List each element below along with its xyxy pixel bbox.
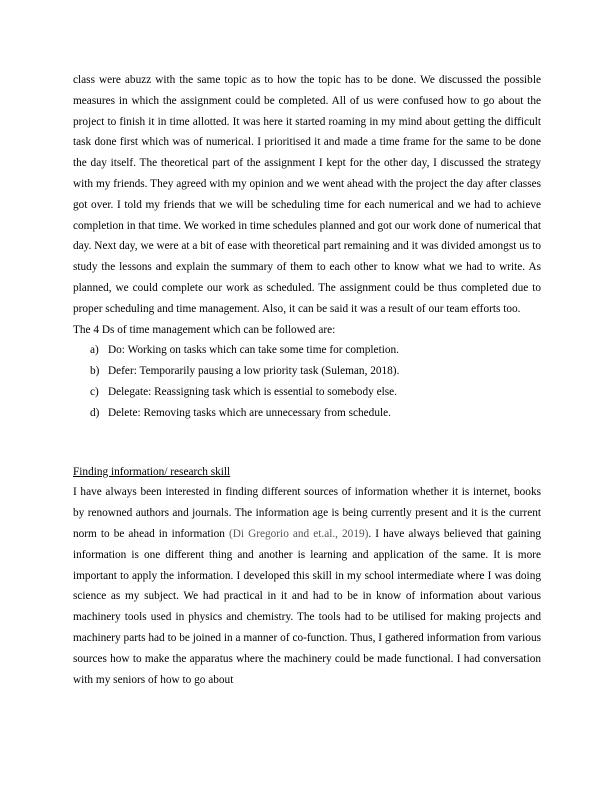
list-item-text: Delete: Removing tasks which are unnecessary from schedule. (108, 406, 391, 419)
paragraph-text: . I have always believed that gaining information is one different thing and another is learning and application of the same. It is more important to apply the information. I developed this skill in my school intermediate where I was doing science as my subject. We had practical in it and had to be in know of information about various machinery tools used in physics and chemistry. The tools had to be utilised for making projects and machinery parts had to be joined in a manner of co-function. Thus, I gathered information from various sources how to make the apparatus where the machinery could be made functional. I had conversation with my seniors of how to go about (73, 527, 541, 686)
paragraph-text: I have always been interested in finding different sources of information whether it is internet, books by renowned authors and journals. The information age is being currently present and it is the current norm to be ahead in information (73, 486, 541, 540)
list-item (90, 382, 541, 403)
body-paragraph-time-management: class were abuzz with the same topic as to how the topic has to be done. We discussed the possible measures in which the assignment could be completed. All of us were confused how to go about the project to finish it in time allotted. It was here it started roaming in my mind about getting the difficult task done first which was of numerical. I prioritised it and made a time frame for the same to be done the day itself. The theoretical part of the assignment I kept for the other day, I discussed the strategy with my friends. They agreed with my opinion and we went ahead with the project the day after classes got over. I told my friends that we will be scheduling time for each numerical and we had to achieve completion in that time. We worked in time schedules planned and got our work done of numerical that day. Next day, we were at a bit of ease with theoretical part remaining and it was divided amongst us to study the lessons and explain the summary of them to each other to know what we had to write. As planned, we could complete our work as scheduled. The assignment could be thus completed due to proper scheduling and time management. Also, it can be said it was a result of our team efforts too. (73, 74, 541, 315)
list-marker: d) (90, 406, 100, 419)
body-paragraph-research-skill (73, 482, 541, 690)
list-marker: a) (90, 344, 99, 357)
four-ds-list (73, 340, 541, 423)
section-spacer (73, 424, 541, 462)
citation: (Di Gregorio and et.al., 2019) (228, 527, 369, 540)
list-item (90, 361, 541, 382)
list-item (90, 403, 541, 424)
list-item-text: Defer: Temporarily pausing a low priority task (Suleman, 2018). (108, 365, 400, 378)
list-item-text: Delegate: Reassigning task which is essential to somebody else. (108, 385, 397, 398)
list-marker: c) (90, 385, 99, 398)
list-item (90, 340, 541, 361)
four-ds-intro: The 4 Ds of time management which can be followed are: (73, 323, 336, 336)
section-heading: Finding information/ research skill (73, 465, 231, 478)
list-item-text: Do: Working on tasks which can take some time for completion. (108, 344, 399, 357)
document-page (73, 70, 541, 690)
list-marker: b) (90, 365, 100, 378)
